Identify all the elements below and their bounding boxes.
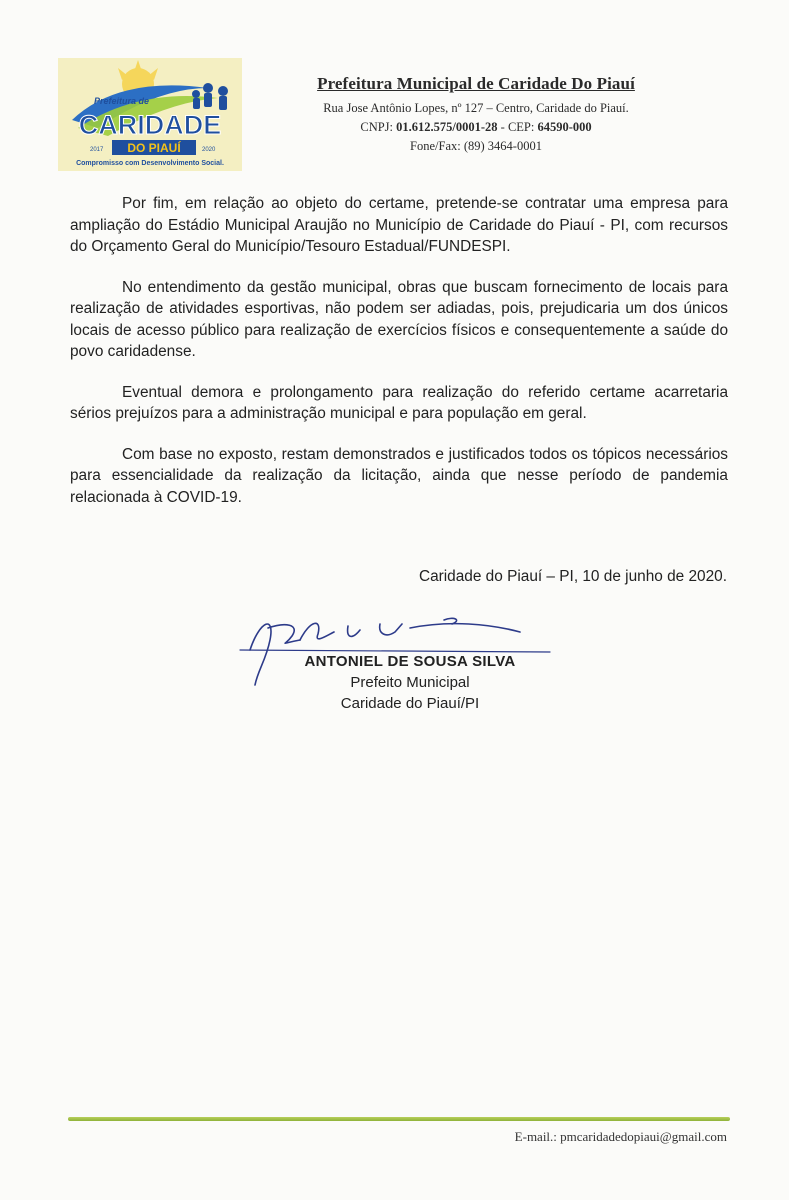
body-paragraph: No entendimento da gestão municipal, obras que buscam fornecimento de locais para realização de atividades esportivas, não podem ser adiadas, pois, prejudicaria um dos únicos locais de acesso público para realização de exercícios físicos e consequentemente a saúde do povo caridadense. — [70, 278, 728, 360]
letterhead-ids — [286, 118, 666, 137]
letterhead-address: Rua Jose Antônio Lopes, nº 127 – Centro, Caridade do Piauí. — [323, 101, 629, 115]
place-date: Caridade do Piauí – PI, 10 de junho de 2020. — [418, 568, 727, 585]
logo-slogan: Compromisso com Desenvolvimento Social. — [76, 160, 224, 167]
cnpj-label: CNPJ: — [360, 120, 394, 134]
letterhead-title: Prefeitura Municipal de Caridade Do Piauí — [317, 74, 635, 93]
municipality-logo — [58, 58, 242, 171]
signatory-role: Prefeito Municipal — [350, 674, 470, 691]
logo-year-start: 2017 — [90, 147, 104, 153]
letterhead-phone: Fone/Fax: (89) 3464-0001 — [410, 139, 542, 153]
signatory-name: ANTONIEL DE SOUSA SILVA — [304, 653, 516, 670]
letterhead — [286, 74, 666, 156]
signatory-location: Caridade do Piauí/PI — [340, 695, 480, 712]
cep-label: - CEP: — [500, 120, 535, 134]
logo-main-text: CARIDADE — [78, 110, 222, 140]
signature-block — [260, 651, 560, 714]
document-body — [70, 193, 728, 527]
logo-top-text: Prefeitura de — [94, 96, 150, 106]
cep-value: 64590-000 — [537, 120, 592, 134]
body-paragraph: Por fim, em relação ao objeto do certame, pretende-se contratar uma empresa para ampliação do Estádio Municipal Araujão no Município de Caridade do Piauí - PI, com recursos do Orçamento Geral do Município/Tesouro Estadual/FUNDESPI. — [70, 195, 728, 255]
logo-sub-text: DO PIAUÍ — [127, 141, 181, 155]
body-paragraph: Com base no exposto, restam demonstrados e justificados todos os tópicos necessários para essencialidade da realização da licitação, ainda que nesse período de pandemia relacionada à COVID-19. — [70, 445, 728, 506]
footer-divider — [68, 1117, 730, 1121]
cnpj-value: 01.612.575/0001-28 — [396, 120, 498, 134]
logo-year-end: 2020 — [202, 147, 216, 153]
body-paragraph: Eventual demora e prolongamento para realização do referido certame acarretaria sérios prejuízos para a administração municipal e para população em geral. — [70, 383, 728, 422]
footer-email: E-mail.: pmcaridadedopiaui@gmail.com — [514, 1129, 727, 1144]
